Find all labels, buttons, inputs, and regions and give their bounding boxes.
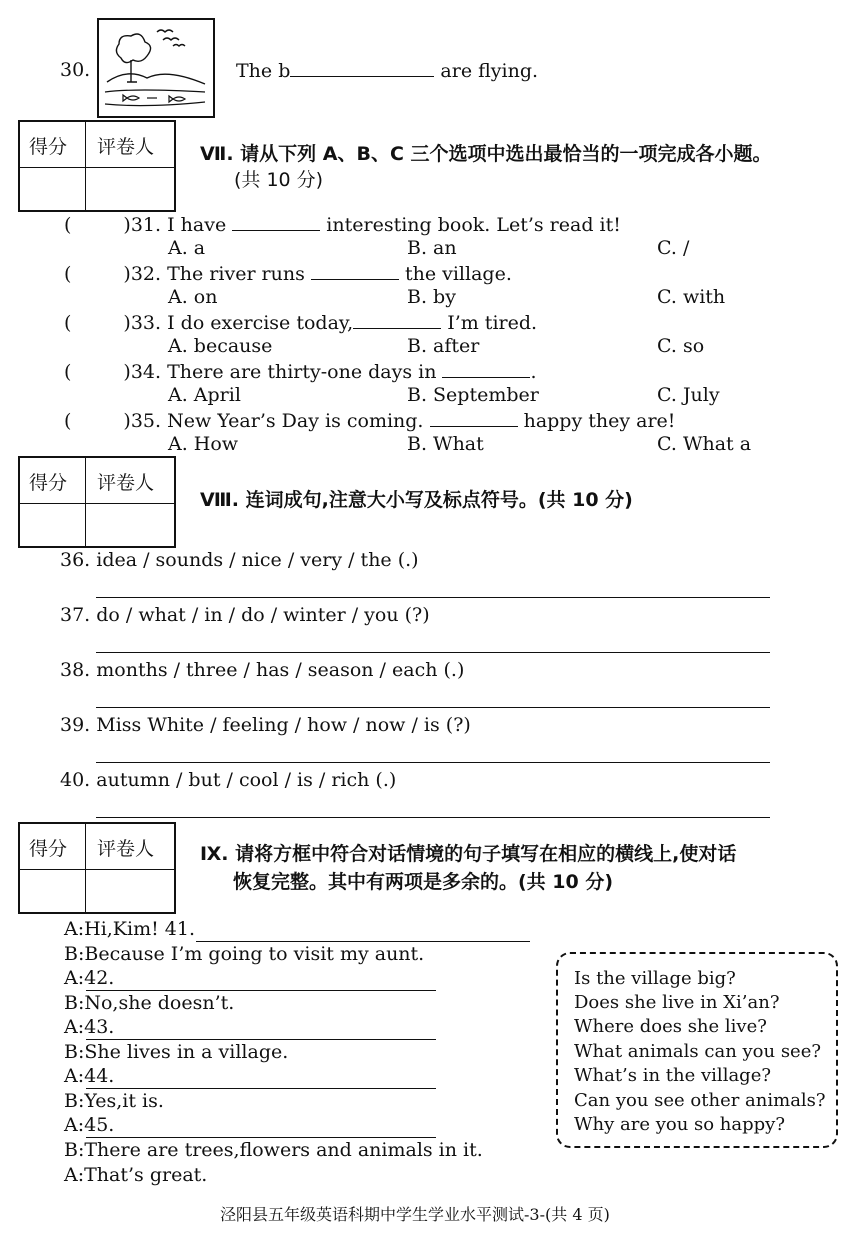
- scramble-39: 39. Miss White / feeling / how / now / is (?): [60, 714, 471, 736]
- section7-title: Ⅶ. 请从下列 A、B、C 三个选项中选出最恰当的一项完成各小题。: [200, 143, 772, 165]
- answer-line-39[interactable]: [96, 761, 770, 763]
- dialogue-line-b4: B:Yes,it is.: [64, 1090, 164, 1112]
- section9-title-line1: Ⅸ. 请将方框中符合对话情境的句子填写在相应的横线上,使对话: [200, 843, 737, 865]
- option-sentence: Is the village big?: [574, 968, 736, 989]
- grader-label: 评卷人: [97, 472, 155, 494]
- section9-title-line2: 恢复完整。其中有两项是多余的。(共 10 分): [233, 871, 614, 893]
- q30-sentence: [236, 58, 538, 83]
- birds-tree-river-illustration: [99, 20, 213, 116]
- q35-option-a[interactable]: A. How: [168, 433, 239, 455]
- q30-picture: [97, 18, 215, 118]
- scramble-37: 37. do / what / in / do / winter / you (?): [60, 604, 430, 626]
- q31-blank[interactable]: [232, 212, 320, 231]
- q32-option-a[interactable]: A. on: [168, 286, 218, 308]
- q32-option-b[interactable]: B. by: [407, 286, 456, 308]
- dialogue-line-b1: B:Because I’m going to visit my aunt.: [64, 943, 425, 965]
- sentence-options-box: [556, 952, 838, 1148]
- grader-cell[interactable]: [86, 870, 174, 912]
- dialogue-line-43: A:43.: [64, 1016, 115, 1038]
- q31-option-c[interactable]: C. /: [657, 237, 690, 259]
- q33-option-c[interactable]: C. so: [657, 335, 705, 357]
- score-label: 得分: [29, 136, 68, 158]
- score-box-section9: [18, 822, 176, 914]
- q32-option-c[interactable]: C. with: [657, 286, 726, 308]
- q34-option-b[interactable]: B. September: [407, 384, 539, 406]
- q33-blank[interactable]: [353, 310, 441, 329]
- dialogue-line-41: A:Hi,Kim! 41.: [64, 918, 195, 940]
- option-sentence: What animals can you see?: [574, 1041, 822, 1062]
- page-footer: 泾阳县五年级英语科期中学生学业水平测试-3-(共 4 页): [220, 1205, 610, 1224]
- option-sentence: Can you see other animals?: [574, 1090, 826, 1111]
- grader-label: 评卷人: [97, 838, 155, 860]
- q33-option-a[interactable]: A. because: [168, 335, 273, 357]
- answer-line-37[interactable]: [96, 651, 770, 653]
- q30-text-before: The b: [236, 60, 291, 82]
- option-sentence: Does she live in Xi’an?: [574, 992, 780, 1013]
- grader-cell[interactable]: [86, 168, 174, 210]
- q34-option-a[interactable]: A. April: [168, 384, 241, 406]
- question-31: ( )31. I have interesting book. Let’s read it!: [64, 214, 621, 236]
- dialogue-line-b5: B:There are trees,flowers and animals in it.: [64, 1139, 483, 1161]
- score-cell[interactable]: [20, 504, 86, 546]
- scramble-40: 40. autumn / but / cool / is / rich (.): [60, 769, 397, 791]
- q31-option-a[interactable]: A. a: [168, 237, 206, 259]
- answer-line-38[interactable]: [96, 706, 770, 708]
- score-cell[interactable]: [20, 168, 86, 210]
- score-label: 得分: [29, 472, 68, 494]
- score-box-section8: [18, 456, 176, 548]
- score-cell[interactable]: [20, 870, 86, 912]
- q30-blank[interactable]: [290, 58, 434, 77]
- question-32: ( )32. The river runs the village.: [64, 263, 512, 285]
- scramble-38: 38. months / three / has / season / each (.): [60, 659, 465, 681]
- option-sentence: What’s in the village?: [574, 1065, 772, 1086]
- q31-option-b[interactable]: B. an: [407, 237, 457, 259]
- q30-text-after: are flying.: [440, 60, 539, 82]
- answer-line-36[interactable]: [96, 596, 770, 598]
- q34-option-c[interactable]: C. July: [657, 384, 720, 406]
- option-sentence: Why are you so happy?: [574, 1114, 785, 1135]
- q30-number: 30.: [60, 59, 91, 81]
- grader-cell[interactable]: [86, 504, 174, 546]
- section8-title: Ⅷ. 连词成句,注意大小写及标点符号。(共 10 分): [200, 489, 633, 511]
- question-35: ( )35. New Year’s Day is coming. happy they are!: [64, 410, 676, 432]
- q33-option-b[interactable]: B. after: [407, 335, 480, 357]
- score-box-section7: [18, 120, 176, 212]
- q35-option-b[interactable]: B. What: [407, 433, 484, 455]
- question-33: ( )33. I do exercise today, I’m tired.: [64, 312, 538, 334]
- dialogue-line-end: A:That’s great.: [64, 1164, 208, 1186]
- score-label: 得分: [29, 838, 68, 860]
- dialogue-line-45: A:45.: [64, 1114, 115, 1136]
- dialogue-line-44: A:44.: [64, 1065, 115, 1087]
- answer-line-40[interactable]: [96, 816, 770, 818]
- grader-label: 评卷人: [97, 136, 155, 158]
- option-sentence: Where does she live?: [574, 1016, 767, 1037]
- dialogue-line-b3: B:She lives in a village.: [64, 1041, 289, 1063]
- scramble-36: 36. idea / sounds / nice / very / the (.): [60, 549, 419, 571]
- q35-option-c[interactable]: C. What a: [657, 433, 752, 455]
- question-34: ( )34. There are thirty-one days in .: [64, 361, 537, 383]
- q32-blank[interactable]: [311, 261, 399, 280]
- dialogue-line-b2: B:No,she doesn’t.: [64, 992, 235, 1014]
- q34-blank[interactable]: [442, 359, 530, 378]
- q35-blank[interactable]: [430, 408, 518, 427]
- dialogue-line-42: A:42.: [64, 967, 115, 989]
- section7-title-points: (共 10 分): [234, 169, 324, 191]
